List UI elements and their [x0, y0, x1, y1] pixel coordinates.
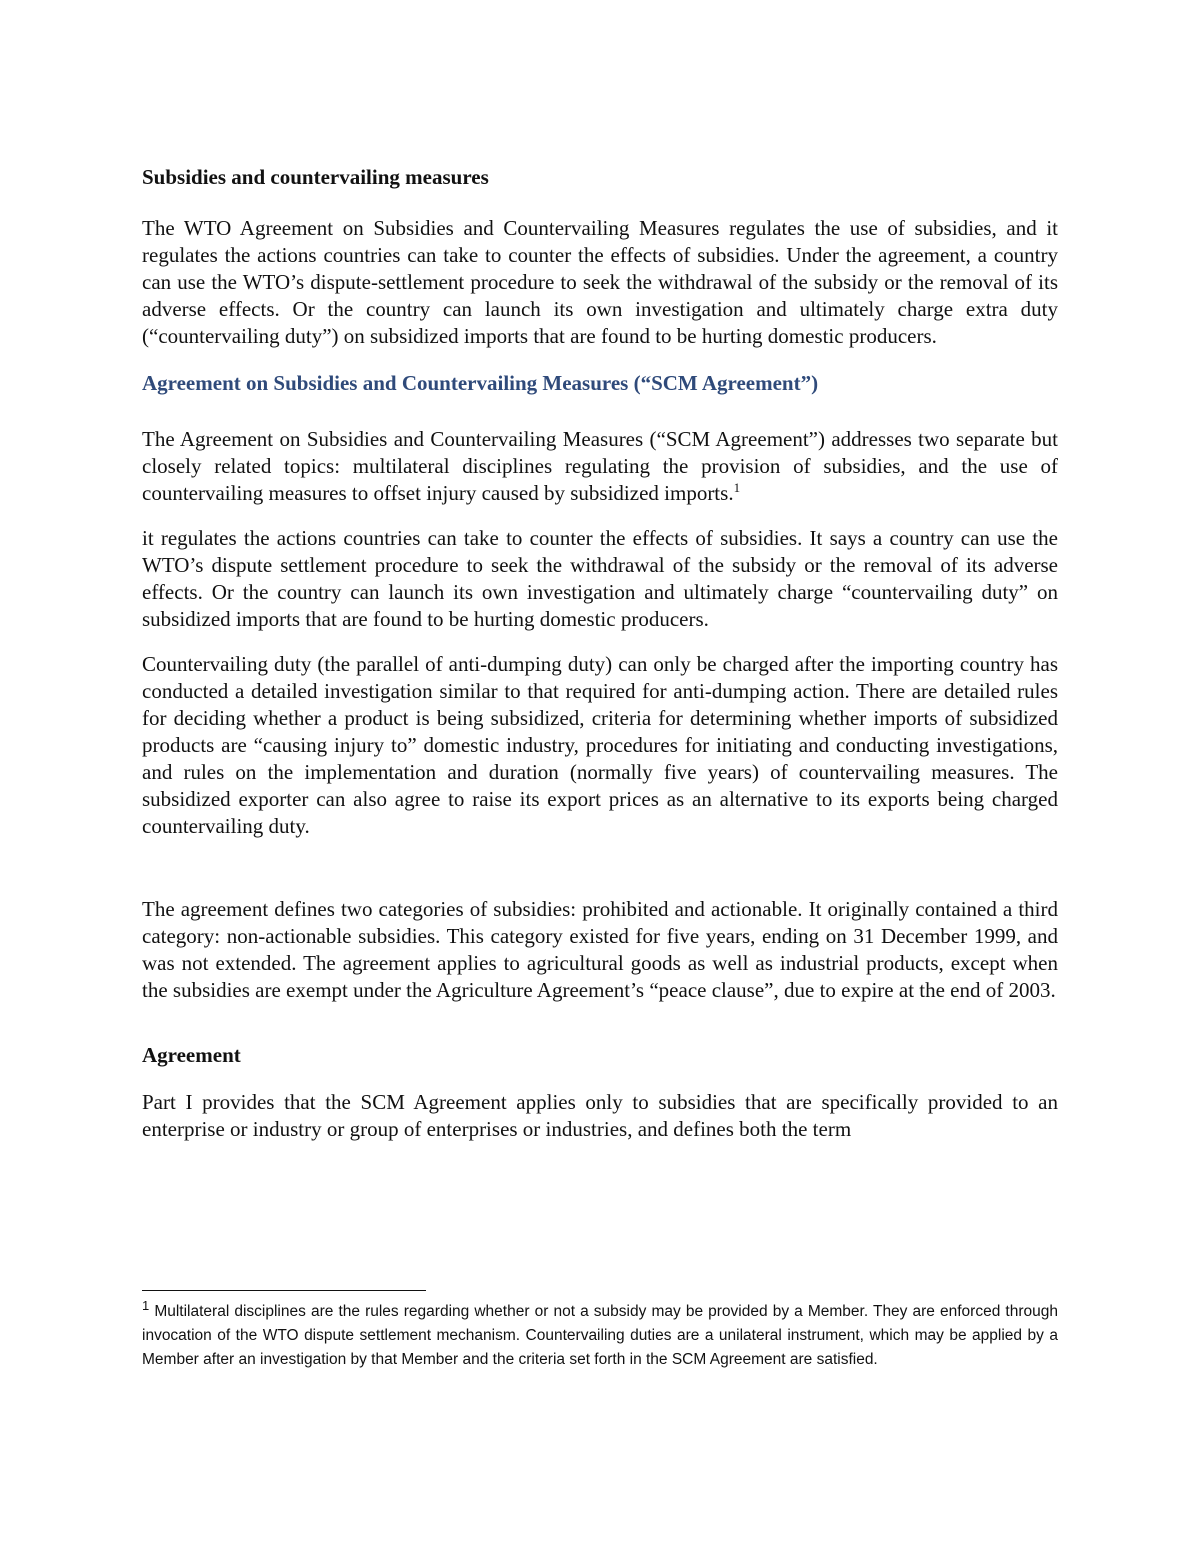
footnote-text: Multilateral disciplines are the rules regarding whether or not a subsidy may be provided by a Member. They are enforced through invocation of the WTO dispute settlement mechanism. Countervailing duties are a unilateral instrument, which may be applied by a Member after an investigation by that Member and the criteria set forth in the SCM Agreement are satisfied.	[142, 1303, 1058, 1368]
footnote	[142, 1297, 1058, 1372]
subsidy-categories-paragraph: The agreement defines two categories of subsidies: prohibited and actionable. It originally contained a third category: non-actionable subsidies. This category existed for five years, ending on 31 December 1999, and was not extended. The agreement applies to agricultural goods as well as industrial products, except when the subsidies are exempt under the Agriculture Agreement’s “peace clause”, due to expire at the end of 2003.	[142, 897, 1058, 1002]
footnote-number: 1	[142, 1297, 150, 1313]
footnote-reference[interactable]: 1	[733, 480, 741, 495]
part-one-paragraph: Part I provides that the SCM Agreement applies only to subsidies that are specifically provided to an enterprise or industry or group of enterprises or industries, and defines both the term	[142, 1090, 1058, 1141]
scm-agreement-text: The Agreement on Subsidies and Countervailing Measures (“SCM Agreement”) addresses two separate but closely related topics: multilateral disciplines regulating the provision of subsidies, and the use of countervailing measures to offset injury caused by subsidized imports.	[142, 427, 1058, 505]
footnote-separator	[142, 1290, 426, 1291]
agreement-heading: Agreement	[142, 1043, 241, 1067]
document-title: Subsidies and countervailing measures	[142, 165, 489, 189]
scm-agreement-heading: Agreement on Subsidies and Countervailing Measures (“SCM Agreement”)	[142, 371, 819, 395]
document-body	[142, 164, 1058, 1143]
scm-agreement-paragraph	[142, 426, 1058, 507]
intro-paragraph: The WTO Agreement on Subsidies and Countervailing Measures regulates the use of subsidies, and it regulates the actions countries can take to counter the effects of subsidies. Under the agreement, a country can use the WTO’s dispute-settlement procedure to seek the withdrawal of the subsidy or the removal of its adverse effects. Or the country can launch its own investigation and ultimately charge extra duty (“countervailing duty”) on subsidized imports that are found to be hurting domestic producers.	[142, 216, 1058, 348]
countervailing-duty-paragraph: Countervailing duty (the parallel of anti-dumping duty) can only be charged after the importing country has conducted a detailed investigation similar to that required for anti-dumping action. There are detailed rules for deciding whether a product is being subsidized, criteria for determining whether imports of subsidized products are “causing injury to” domestic industry, procedures for initiating and conducting investigations, and rules on the implementation and duration (normally five years) of countervailing measures. The subsidized exporter can also agree to raise its export prices as an alternative to its exports being charged countervailing duty.	[142, 652, 1058, 838]
regulates-paragraph: it regulates the actions countries can take to counter the effects of subsidies. It says a country can use the WTO’s dispute settlement procedure to seek the withdrawal of the subsidy or the removal of its adverse effects. Or the country can launch its own investigation and ultimately charge “countervailing duty” on subsidized imports that are found to be hurting domestic producers.	[142, 526, 1058, 631]
